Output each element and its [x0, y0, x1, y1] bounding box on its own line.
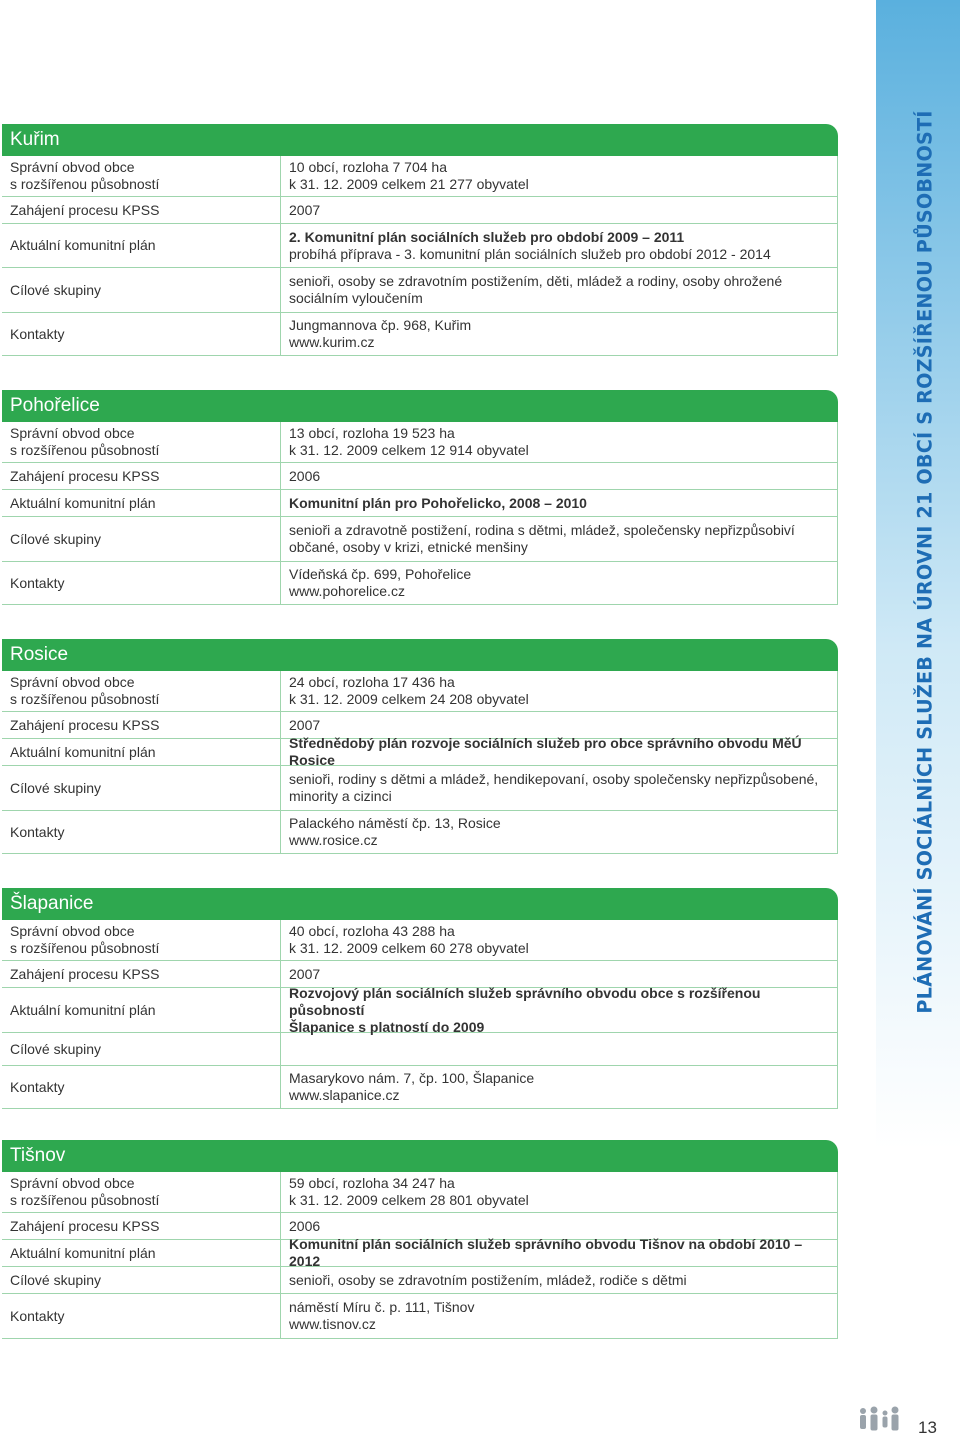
label-obvod: Správní obvod obce s rozšířenou působností — [2, 1172, 281, 1212]
value-plan: Střednědobý plán rozvoje sociálních služeb pro obce správního obvodu MěÚ Rosice — [281, 739, 838, 765]
section-title: Kuřim — [10, 129, 60, 150]
row-cilove — [2, 268, 838, 313]
label-cilove: Cílové skupiny — [2, 517, 281, 561]
value-zahajeni: 2007 — [281, 197, 838, 223]
row-kontakty — [2, 1294, 838, 1339]
row-kontakty — [2, 1066, 838, 1109]
people-logo-icon — [855, 1405, 911, 1433]
section-tisnov — [2, 1140, 838, 1339]
row-plan — [2, 984, 838, 1035]
section-title: Tišnov — [10, 1145, 66, 1166]
section-header — [2, 639, 838, 671]
page-number: 13 — [918, 1418, 937, 1437]
row-obvod — [2, 422, 838, 463]
label-cilove: Cílové skupiny — [2, 766, 281, 810]
value-zahajeni: 2006 — [281, 1213, 838, 1239]
section-header — [2, 1140, 838, 1172]
value-cilove: senioři, rodiny s dětmi a mládež, hendikepovaní, osoby společensky nepřizpůsobené, minority a cizinci — [281, 766, 838, 810]
value-plan: 2. Komunitní plán sociálních služeb pro období 2009 – 2011 probíhá příprava - 3. komunitní plán sociálních služeb pro období 2012 - 2014 — [281, 224, 838, 267]
label-plan: Aktuální komunitní plán — [2, 490, 281, 516]
row-cilove — [2, 1033, 838, 1066]
value-zahajeni: 2007 — [281, 712, 838, 738]
row-obvod — [2, 920, 838, 961]
section-title: Pohořelice — [10, 395, 100, 416]
label-kontakty: Kontakty — [2, 1294, 281, 1338]
value-obvod: 24 obcí, rozloha 17 436 ha k 31. 12. 2009 celkem 24 208 obyvatel — [281, 671, 838, 711]
row-obvod — [2, 671, 838, 712]
row-obvod — [2, 156, 838, 197]
row-plan — [2, 224, 838, 268]
section-title: Rosice — [10, 644, 69, 665]
section-rosice — [2, 639, 838, 854]
sidebar-title-text: PLÁNOVÁNÍ SOCIÁLNÍCH SLUŽEB NA ÚROVNI 21 OBCÍ S ROZŠÍŘENOU PŮSOBNOSTÍ — [913, 110, 937, 1014]
value-plan: Komunitní plán sociálních služeb správního obvodu Tišnov na období 2010 – 2012 — [281, 1240, 838, 1266]
label-zahajeni: Zahájení procesu KPSS — [2, 197, 281, 223]
row-plan — [2, 1236, 838, 1269]
section-title: Šlapanice — [10, 893, 94, 914]
row-cilove — [2, 766, 838, 811]
value-obvod: 59 obcí, rozloha 34 247 ha k 31. 12. 2009 celkem 28 801 obyvatel — [281, 1172, 838, 1212]
value-obvod: 13 obcí, rozloha 19 523 ha k 31. 12. 2009 celkem 12 914 obyvatel — [281, 422, 838, 462]
row-zahajeni — [2, 197, 838, 224]
row-kontakty — [2, 313, 838, 356]
section-header — [2, 888, 838, 920]
section-slapanice — [2, 888, 838, 1109]
section-pohorelice — [2, 390, 838, 605]
row-plan — [2, 735, 838, 768]
label-kontakty: Kontakty — [2, 811, 281, 853]
value-plan: Komunitní plán pro Pohořelicko, 2008 – 2010 — [281, 490, 838, 516]
label-zahajeni: Zahájení procesu KPSS — [2, 463, 281, 489]
row-kontakty — [2, 811, 838, 854]
value-obvod: 10 obcí, rozloha 7 704 ha k 31. 12. 2009 celkem 21 277 obyvatel — [281, 156, 838, 196]
value-zahajeni: 2006 — [281, 463, 838, 489]
label-cilove: Cílové skupiny — [2, 1033, 281, 1065]
row-cilove — [2, 517, 838, 562]
label-plan: Aktuální komunitní plán — [2, 1240, 281, 1266]
value-kontakty: Jungmannova čp. 968, Kuřim www.kurim.cz — [281, 313, 838, 355]
label-zahajeni: Zahájení procesu KPSS — [2, 1213, 281, 1239]
row-kontakty — [2, 562, 838, 605]
label-kontakty: Kontakty — [2, 1066, 281, 1108]
label-plan: Aktuální komunitní plán — [2, 739, 281, 765]
label-obvod: Správní obvod obce s rozšířenou působností — [2, 671, 281, 711]
value-cilove: senioři, osoby se zdravotním postižením, mládež, rodiče s dětmi — [281, 1267, 838, 1293]
row-plan — [2, 490, 838, 517]
section-header — [2, 124, 838, 156]
label-obvod: Správní obvod obce s rozšířenou působností — [2, 422, 281, 462]
value-kontakty: náměstí Míru č. p. 111, Tišnov www.tisnov.cz — [281, 1294, 838, 1338]
label-cilove: Cílové skupiny — [2, 268, 281, 312]
section-header — [2, 390, 838, 422]
value-cilove: senioři, osoby se zdravotním postižením, děti, mládež a rodiny, osoby ohrožené sociálním vyloučením — [281, 268, 838, 312]
label-zahajeni: Zahájení procesu KPSS — [2, 712, 281, 738]
label-kontakty: Kontakty — [2, 313, 281, 355]
row-obvod — [2, 1172, 838, 1213]
value-kontakty: Vídeňská čp. 699, Pohořelice www.pohorelice.cz — [281, 562, 838, 604]
value-cilove: senioři a zdravotně postižení, rodina s dětmi, mládež, společensky nepřizpůsobiví občané, osoby v krizi, etnické menšiny — [281, 517, 838, 561]
value-zahajeni: 2007 — [281, 961, 838, 987]
value-cilove — [281, 1033, 838, 1065]
label-cilove: Cílové skupiny — [2, 1267, 281, 1293]
label-kontakty: Kontakty — [2, 562, 281, 604]
section-kurim — [2, 124, 838, 356]
value-obvod: 40 obcí, rozloha 43 288 ha k 31. 12. 2009 celkem 60 278 obyvatel — [281, 920, 838, 960]
value-kontakty: Masarykovo nám. 7, čp. 100, Šlapanice www.slapanice.cz — [281, 1066, 838, 1108]
label-plan: Aktuální komunitní plán — [2, 988, 281, 1032]
label-plan: Aktuální komunitní plán — [2, 224, 281, 267]
row-zahajeni — [2, 463, 838, 490]
label-obvod: Správní obvod obce s rozšířenou působností — [2, 920, 281, 960]
value-plan: Rozvojový plán sociálních služeb správního obvodu obce s rozšířenou působností Šlapanice s platností do 2009 — [281, 988, 838, 1032]
label-obvod: Správní obvod obce s rozšířenou působností — [2, 156, 281, 196]
label-zahajeni: Zahájení procesu KPSS — [2, 961, 281, 987]
value-kontakty: Palackého náměstí čp. 13, Rosice www.rosice.cz — [281, 811, 838, 853]
row-cilove — [2, 1267, 838, 1294]
